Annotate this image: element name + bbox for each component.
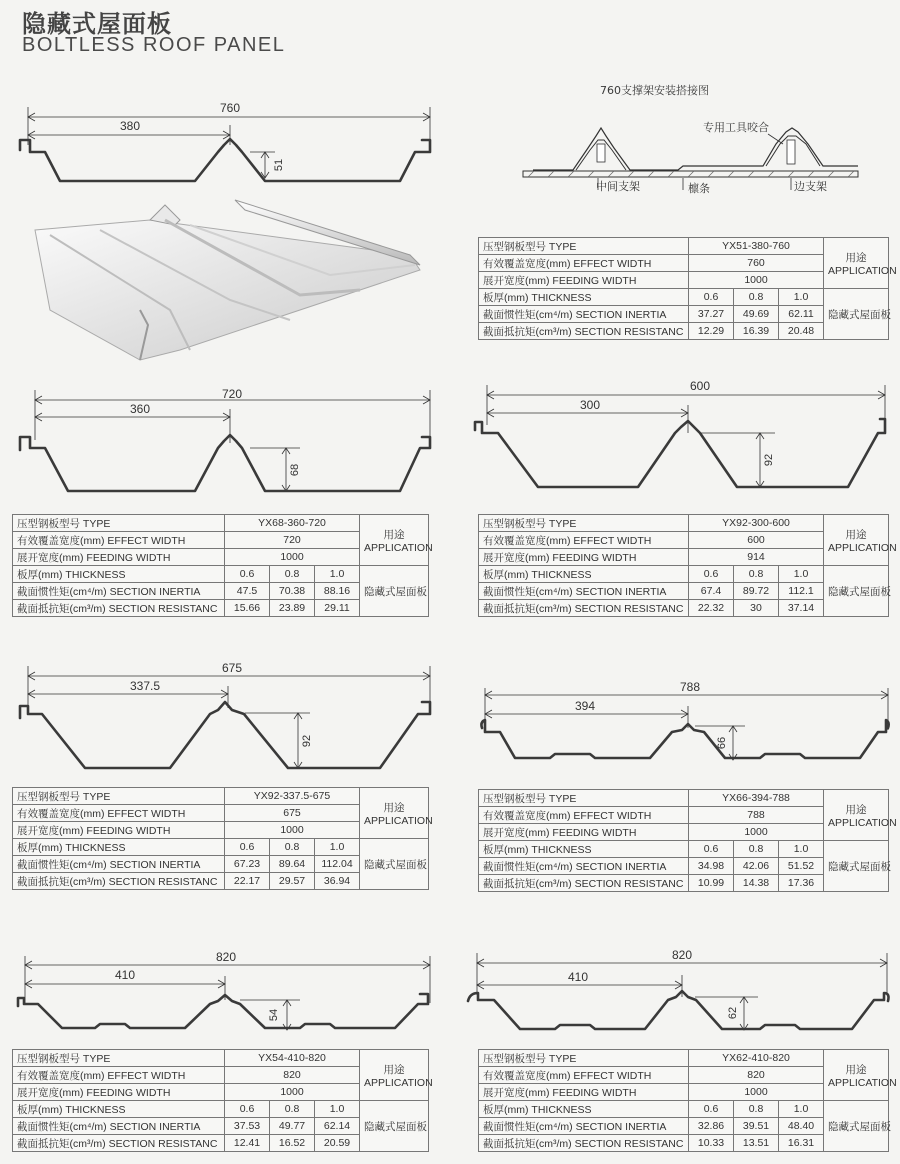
resistance-value: 37.14 — [779, 600, 824, 617]
resistance-value: 16.52 — [270, 1135, 315, 1152]
spec-table-yx62 — [478, 1049, 897, 1152]
row-label-inertia: 截面惯性矩(cm⁴/m) SECTION INERTIA — [13, 856, 225, 873]
spec-table-yx92-337 — [12, 787, 433, 890]
page-title-en: BOLTLESS ROOF PANEL — [22, 34, 286, 56]
resistance-value: 13.51 — [734, 1135, 779, 1152]
inertia-value: 70.38 — [270, 583, 315, 600]
application-header: 用途 APPLICATION — [360, 788, 429, 839]
resistance-value: 30 — [734, 600, 779, 617]
feeding-width-value: 1000 — [225, 822, 360, 839]
inertia-value: 32.86 — [689, 1118, 734, 1135]
row-label-feeding-width: 展开宽度(mm) FEEDING WIDTH — [13, 822, 225, 839]
profile-drawing-yx68 — [0, 385, 450, 500]
effect-width-value: 720 — [225, 532, 360, 549]
row-label-resistance: 截面抵抗矩(cm³/m) SECTION RESISTANC — [13, 873, 225, 890]
feeding-width-value: 1000 — [225, 1084, 360, 1101]
install-diagram-title: 760支撑架安装搭接图 — [600, 84, 709, 97]
row-label-thickness: 板厚(mm) THICKNESS — [479, 1101, 689, 1118]
row-label-effect-width: 有效覆盖宽度(mm) EFFECT WIDTH — [13, 1067, 225, 1084]
row-label-inertia: 截面惯性矩(cm⁴/m) SECTION INERTIA — [479, 1118, 689, 1135]
effect-width-value: 820 — [225, 1067, 360, 1084]
dim-height: 68 — [289, 463, 301, 477]
resistance-value: 12.29 — [689, 323, 734, 340]
row-label-feeding-width: 展开宽度(mm) FEEDING WIDTH — [479, 824, 689, 841]
thickness-value: 0.6 — [225, 1101, 270, 1118]
dim-total: 720 — [221, 387, 243, 401]
row-label-type: 压型钢板型号 TYPE — [13, 515, 225, 532]
profile-drawing-yx62 — [460, 945, 900, 1040]
feeding-width-value: 1000 — [689, 824, 824, 841]
inertia-value: 51.52 — [779, 858, 824, 875]
resistance-value: 22.32 — [689, 600, 734, 617]
page-title-cn: 隐藏式屋面板 — [22, 10, 172, 38]
feeding-width-value: 1000 — [689, 1084, 824, 1101]
resistance-value: 16.31 — [779, 1135, 824, 1152]
thickness-value: 1.0 — [315, 839, 360, 856]
inertia-value: 62.11 — [779, 306, 824, 323]
resistance-value: 16.39 — [734, 323, 779, 340]
row-label-type: 压型钢板型号 TYPE — [13, 1050, 225, 1067]
thickness-value: 1.0 — [779, 841, 824, 858]
thickness-value: 0.6 — [689, 841, 734, 858]
thickness-value: 0.6 — [225, 839, 270, 856]
row-label-inertia: 截面惯性矩(cm⁴/m) SECTION INERTIA — [479, 858, 689, 875]
feeding-width-value: 1000 — [225, 549, 360, 566]
application-header: 用途 APPLICATION — [360, 1050, 429, 1101]
row-label-type: 压型钢板型号 TYPE — [13, 788, 225, 805]
install-middle-bracket: 中间支架 — [596, 181, 640, 193]
spec-table-yx92-300 — [478, 514, 897, 617]
inertia-value: 67.4 — [689, 583, 734, 600]
thickness-value: 0.8 — [734, 289, 779, 306]
thickness-value: 0.8 — [270, 566, 315, 583]
install-edge-bracket: 边支架 — [794, 181, 827, 193]
profile-drawing-yx92-300 — [460, 375, 900, 500]
inertia-value: 67.23 — [225, 856, 270, 873]
thickness-value: 0.6 — [689, 566, 734, 583]
application-value: 隐藏式屋面板 — [360, 566, 429, 617]
inertia-value: 42.06 — [734, 858, 779, 875]
profile-drawing-yx51 — [0, 95, 450, 195]
profile-drawing-yx54 — [0, 948, 450, 1043]
inertia-value: 112.1 — [779, 583, 824, 600]
row-label-type: 压型钢板型号 TYPE — [479, 1050, 689, 1067]
inertia-value: 49.77 — [270, 1118, 315, 1135]
inertia-value: 89.72 — [734, 583, 779, 600]
dim-half: 410 — [114, 968, 136, 982]
type-value: YX92-300-600 — [689, 515, 824, 532]
row-label-resistance: 截面抵抗矩(cm³/m) SECTION RESISTANC — [479, 875, 689, 892]
row-label-inertia: 截面惯性矩(cm⁴/m) SECTION INERTIA — [13, 583, 225, 600]
row-label-resistance: 截面抵抗矩(cm³/m) SECTION RESISTANC — [479, 600, 689, 617]
inertia-value: 34.98 — [689, 858, 734, 875]
inertia-value: 47.5 — [225, 583, 270, 600]
dim-half: 337.5 — [129, 679, 161, 693]
row-label-feeding-width: 展开宽度(mm) FEEDING WIDTH — [13, 549, 225, 566]
spec-table-yx51 — [478, 237, 897, 340]
dim-half: 360 — [129, 402, 151, 416]
row-label-effect-width: 有效覆盖宽度(mm) EFFECT WIDTH — [13, 805, 225, 822]
row-label-feeding-width: 展开宽度(mm) FEEDING WIDTH — [479, 272, 689, 289]
resistance-value: 36.94 — [315, 873, 360, 890]
dim-height: 92 — [301, 734, 313, 748]
thickness-value: 0.8 — [270, 1101, 315, 1118]
inertia-value: 88.16 — [315, 583, 360, 600]
row-label-thickness: 板厚(mm) THICKNESS — [479, 841, 689, 858]
type-value: YX92-337.5-675 — [225, 788, 360, 805]
dim-total: 600 — [689, 379, 711, 393]
dim-half: 410 — [567, 970, 589, 984]
application-header: 用途 APPLICATION — [360, 515, 429, 566]
thickness-value: 0.6 — [689, 289, 734, 306]
application-value: 隐藏式屋面板 — [360, 839, 429, 890]
inertia-value: 62.14 — [315, 1118, 360, 1135]
row-label-thickness: 板厚(mm) THICKNESS — [13, 839, 225, 856]
thickness-value: 0.8 — [734, 1101, 779, 1118]
inertia-value: 89.64 — [270, 856, 315, 873]
application-value: 隐藏式屋面板 — [824, 289, 889, 340]
application-value: 隐藏式屋面板 — [360, 1101, 429, 1152]
application-header: 用途 APPLICATION — [824, 1050, 889, 1101]
resistance-value: 20.48 — [779, 323, 824, 340]
row-label-effect-width: 有效覆盖宽度(mm) EFFECT WIDTH — [13, 532, 225, 549]
row-label-feeding-width: 展开宽度(mm) FEEDING WIDTH — [479, 1084, 689, 1101]
thickness-value: 1.0 — [779, 289, 824, 306]
install-diagram — [518, 118, 863, 203]
dim-height: 51 — [273, 158, 285, 172]
thickness-value: 0.8 — [734, 841, 779, 858]
row-label-type: 压型钢板型号 TYPE — [479, 238, 689, 255]
row-label-feeding-width: 展开宽度(mm) FEEDING WIDTH — [13, 1084, 225, 1101]
resistance-value: 17.36 — [779, 875, 824, 892]
thickness-value: 0.6 — [689, 1101, 734, 1118]
effect-width-value: 600 — [689, 532, 824, 549]
type-value: YX62-410-820 — [689, 1050, 824, 1067]
thickness-value: 1.0 — [779, 1101, 824, 1118]
row-label-thickness: 板厚(mm) THICKNESS — [479, 566, 689, 583]
row-label-inertia: 截面惯性矩(cm⁴/m) SECTION INERTIA — [479, 583, 689, 600]
row-label-resistance: 截面抵抗矩(cm³/m) SECTION RESISTANC — [13, 600, 225, 617]
inertia-value: 37.27 — [689, 306, 734, 323]
install-purlin: 檩条 — [688, 183, 710, 195]
application-value: 隐藏式屋面板 — [824, 1101, 889, 1152]
application-value: 隐藏式屋面板 — [824, 841, 889, 892]
thickness-value: 0.8 — [734, 566, 779, 583]
row-label-thickness: 板厚(mm) THICKNESS — [479, 289, 689, 306]
row-label-feeding-width: 展开宽度(mm) FEEDING WIDTH — [479, 549, 689, 566]
inertia-value: 39.51 — [734, 1118, 779, 1135]
inertia-value: 37.53 — [225, 1118, 270, 1135]
resistance-value: 20.59 — [315, 1135, 360, 1152]
row-label-resistance: 截面抵抗矩(cm³/m) SECTION RESISTANC — [479, 1135, 689, 1152]
row-label-resistance: 截面抵抗矩(cm³/m) SECTION RESISTANC — [479, 323, 689, 340]
dim-half: 394 — [574, 699, 596, 713]
dim-total: 820 — [215, 950, 237, 964]
dim-height: 62 — [727, 1006, 739, 1020]
spec-table-yx66 — [478, 789, 897, 892]
install-tool-label: 专用工具咬合 — [703, 122, 769, 134]
type-value: YX51-380-760 — [689, 238, 824, 255]
spec-table-yx68 — [12, 514, 433, 617]
effect-width-value: 820 — [689, 1067, 824, 1084]
dim-total: 760 — [219, 101, 241, 115]
inertia-value: 112.04 — [315, 856, 360, 873]
thickness-value: 0.6 — [225, 566, 270, 583]
dim-total: 820 — [671, 948, 693, 962]
row-label-effect-width: 有效覆盖宽度(mm) EFFECT WIDTH — [479, 255, 689, 272]
thickness-value: 1.0 — [315, 566, 360, 583]
row-label-effect-width: 有效覆盖宽度(mm) EFFECT WIDTH — [479, 807, 689, 824]
dim-total: 675 — [221, 661, 243, 675]
resistance-value: 23.89 — [270, 600, 315, 617]
dim-height: 92 — [763, 453, 775, 467]
thickness-value: 1.0 — [315, 1101, 360, 1118]
resistance-value: 14.38 — [734, 875, 779, 892]
feeding-width-value: 1000 — [689, 272, 824, 289]
row-label-resistance: 截面抵抗矩(cm³/m) SECTION RESISTANC — [13, 1135, 225, 1152]
resistance-value: 15.66 — [225, 600, 270, 617]
dim-total: 788 — [679, 680, 701, 694]
row-label-type: 压型钢板型号 TYPE — [479, 790, 689, 807]
resistance-value: 29.11 — [315, 600, 360, 617]
application-header: 用途 APPLICATION — [824, 238, 889, 289]
feeding-width-value: 914 — [689, 549, 824, 566]
row-label-inertia: 截面惯性矩(cm⁴/m) SECTION INERTIA — [479, 306, 689, 323]
row-label-effect-width: 有效覆盖宽度(mm) EFFECT WIDTH — [479, 1067, 689, 1084]
profile-drawing-yx92-337 — [0, 658, 450, 778]
dim-height: 66 — [716, 736, 728, 750]
application-header: 用途 APPLICATION — [824, 790, 889, 841]
application-value: 隐藏式屋面板 — [824, 566, 889, 617]
inertia-value: 48.40 — [779, 1118, 824, 1135]
effect-width-value: 760 — [689, 255, 824, 272]
dim-height: 54 — [268, 1008, 280, 1022]
row-label-type: 压型钢板型号 TYPE — [479, 515, 689, 532]
type-value: YX66-394-788 — [689, 790, 824, 807]
effect-width-value: 675 — [225, 805, 360, 822]
application-header: 用途 APPLICATION — [824, 515, 889, 566]
dim-half: 300 — [579, 398, 601, 412]
resistance-value: 29.57 — [270, 873, 315, 890]
inertia-value: 49.69 — [734, 306, 779, 323]
spec-table-yx54 — [12, 1049, 433, 1152]
panel-photo — [30, 200, 430, 360]
resistance-value: 10.99 — [689, 875, 734, 892]
resistance-value: 22.17 — [225, 873, 270, 890]
type-value: YX68-360-720 — [225, 515, 360, 532]
dim-half: 380 — [119, 119, 141, 133]
thickness-value: 1.0 — [779, 566, 824, 583]
type-value: YX54-410-820 — [225, 1050, 360, 1067]
resistance-value: 12.41 — [225, 1135, 270, 1152]
row-label-thickness: 板厚(mm) THICKNESS — [13, 1101, 225, 1118]
thickness-value: 0.8 — [270, 839, 315, 856]
profile-drawing-yx66 — [460, 680, 900, 770]
row-label-inertia: 截面惯性矩(cm⁴/m) SECTION INERTIA — [13, 1118, 225, 1135]
resistance-value: 10.33 — [689, 1135, 734, 1152]
row-label-effect-width: 有效覆盖宽度(mm) EFFECT WIDTH — [479, 532, 689, 549]
effect-width-value: 788 — [689, 807, 824, 824]
row-label-thickness: 板厚(mm) THICKNESS — [13, 566, 225, 583]
